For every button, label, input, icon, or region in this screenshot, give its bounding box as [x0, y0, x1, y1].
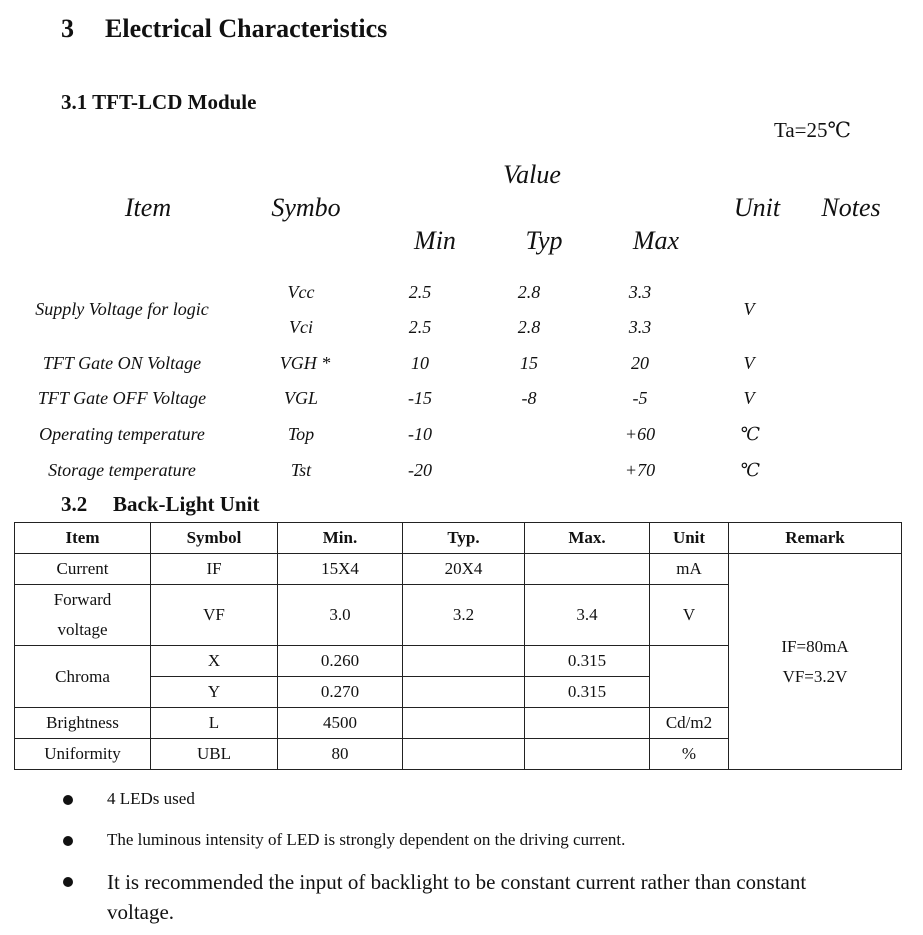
lcd-header-min: Min [414, 226, 456, 255]
lcd-item-supply-voltage: Supply Voltage for logic [35, 299, 209, 319]
cell-current-item: Current [15, 554, 151, 585]
backlight-header-min: Min. [278, 523, 403, 554]
lcd-header-max: Max [632, 226, 680, 255]
temperature-condition: Ta=25℃ [774, 118, 852, 142]
cell-forward-min: 3.0 [278, 585, 403, 646]
cell-forward-symbol: VF [151, 585, 278, 646]
lcd-min-vgl: -15 [408, 388, 432, 408]
cell-chroma-y-max: 0.315 [525, 677, 650, 708]
subsection-heading-backlight [61, 492, 259, 517]
lcd-max-vgl: -5 [632, 388, 648, 408]
lcd-symbol-vgl: VGL [283, 388, 319, 408]
cell-remark [729, 554, 902, 770]
cell-uniformity-typ [403, 739, 525, 770]
lcd-header-typ: Typ [525, 226, 563, 255]
lcd-item-vgh: TFT Gate ON Voltage [42, 353, 202, 373]
lcd-typ-vgl: -8 [521, 388, 537, 408]
bullet-icon [63, 877, 73, 887]
lcd-typ-vci: 2.8 [517, 317, 541, 337]
backlight-header-remark: Remark [729, 523, 902, 554]
lcd-max-vcc: 3.3 [628, 282, 652, 302]
backlight-header-max: Max. [525, 523, 650, 554]
cell-current-unit: mA [650, 554, 729, 585]
note-item: It is recommended the input of backlight to be constant current rather than constant voltage. [107, 870, 807, 924]
backlight-table [14, 522, 902, 770]
cell-uniformity-min: 80 [278, 739, 403, 770]
cell-current-typ: 20X4 [403, 554, 525, 585]
cell-brightness-item: Brightness [15, 708, 151, 739]
lcd-header-value: Value [503, 160, 561, 189]
remark-line-if: IF=80mA [781, 636, 849, 656]
lcd-max-vci: 3.3 [628, 317, 652, 337]
backlight-header-unit: Unit [650, 523, 729, 554]
backlight-header-item: Item [15, 523, 151, 554]
cell-forward-max: 3.4 [525, 585, 650, 646]
cell-brightness-typ [403, 708, 525, 739]
lcd-max-tst: +70 [624, 460, 656, 480]
cell-uniformity-unit: % [650, 739, 729, 770]
cell-chroma-y-symbol: Y [151, 677, 278, 708]
lcd-unit-vgl: V [743, 388, 755, 408]
subsection-number: 3.1 [61, 90, 88, 114]
cell-chroma-y-min: 0.270 [278, 677, 403, 708]
lcd-symbol-top: Top [287, 424, 315, 444]
cell-uniformity-symbol: UBL [151, 739, 278, 770]
subsection-number: 3.2 [61, 492, 88, 516]
lcd-item-vgl: TFT Gate OFF Voltage [37, 388, 207, 408]
cell-forward-item [15, 585, 151, 646]
table-row [15, 554, 902, 585]
cell-current-symbol: IF [151, 554, 278, 585]
cell-chroma-x-symbol: X [151, 646, 278, 677]
backlight-header-typ: Typ. [403, 523, 525, 554]
cell-chroma-unit [650, 646, 729, 708]
cell-chroma-item: Chroma [15, 646, 151, 708]
lcd-typ-vcc: 2.8 [517, 282, 541, 302]
cell-uniformity-item: Uniformity [15, 739, 151, 770]
lcd-unit-supply: V [743, 299, 755, 319]
cell-forward-unit: V [650, 585, 729, 646]
subsection-title: TFT-LCD Module [92, 90, 257, 114]
backlight-header-row [15, 523, 902, 554]
cell-forward-typ: 3.2 [403, 585, 525, 646]
lcd-min-vcc: 2.5 [408, 282, 432, 302]
cell-brightness-unit: Cd/m2 [650, 708, 729, 739]
cell-brightness-symbol: L [151, 708, 278, 739]
lcd-header-item: Item [124, 193, 172, 222]
lcd-min-vci: 2.5 [408, 317, 432, 337]
lcd-unit-top: ℃ [739, 424, 761, 444]
forward-item-line2: voltage [57, 620, 108, 639]
cell-chroma-x-min: 0.260 [278, 646, 403, 677]
lcd-symbol-tst: Tst [290, 460, 312, 480]
subsection-title: Back-Light Unit [113, 492, 260, 516]
remark-line-vf: VF=3.2V [782, 666, 848, 686]
cell-chroma-x-typ [403, 646, 525, 677]
section-heading [61, 14, 387, 44]
cell-current-min: 15X4 [278, 554, 403, 585]
note-item: 4 LEDs used [107, 789, 195, 808]
subsection-heading-tft-lcd [61, 90, 256, 115]
lcd-header-unit: Unit [733, 193, 781, 222]
lcd-symbol-vci: Vci [289, 317, 313, 337]
cell-chroma-x-max: 0.315 [525, 646, 650, 677]
lcd-max-top: +60 [624, 424, 656, 444]
bullet-icon [63, 836, 73, 846]
backlight-header-symbol: Symbol [151, 523, 278, 554]
cell-current-max [525, 554, 650, 585]
lcd-item-storage-temp: Storage temperature [48, 460, 196, 480]
lcd-header-symbol: Symbo [271, 193, 341, 222]
section-number: 3 [61, 14, 74, 43]
cell-chroma-y-typ [403, 677, 525, 708]
lcd-unit-tst: ℃ [739, 460, 761, 480]
lcd-symbol-vcc: Vcc [287, 282, 315, 302]
cell-brightness-min: 4500 [278, 708, 403, 739]
lcd-min-tst: -20 [408, 460, 432, 480]
lcd-min-vgh: 10 [411, 353, 429, 373]
lcd-item-operating-temp: Operating temperature [39, 424, 205, 444]
cell-uniformity-max [525, 739, 650, 770]
lcd-symbol-vgh: VGH * [279, 353, 331, 373]
lcd-unit-vgh: V [743, 353, 755, 373]
lcd-typ-vgh: 15 [520, 353, 538, 373]
forward-item-line1: Forward [53, 590, 112, 609]
lcd-min-top: -10 [408, 424, 432, 444]
section-title: Electrical Characteristics [105, 14, 388, 43]
cell-brightness-max [525, 708, 650, 739]
note-item: The luminous intensity of LED is strongly dependent on the driving current. [107, 830, 626, 849]
lcd-max-vgh: 20 [631, 353, 649, 373]
lcd-header-notes: Notes [821, 193, 881, 222]
bullet-icon [63, 795, 73, 805]
